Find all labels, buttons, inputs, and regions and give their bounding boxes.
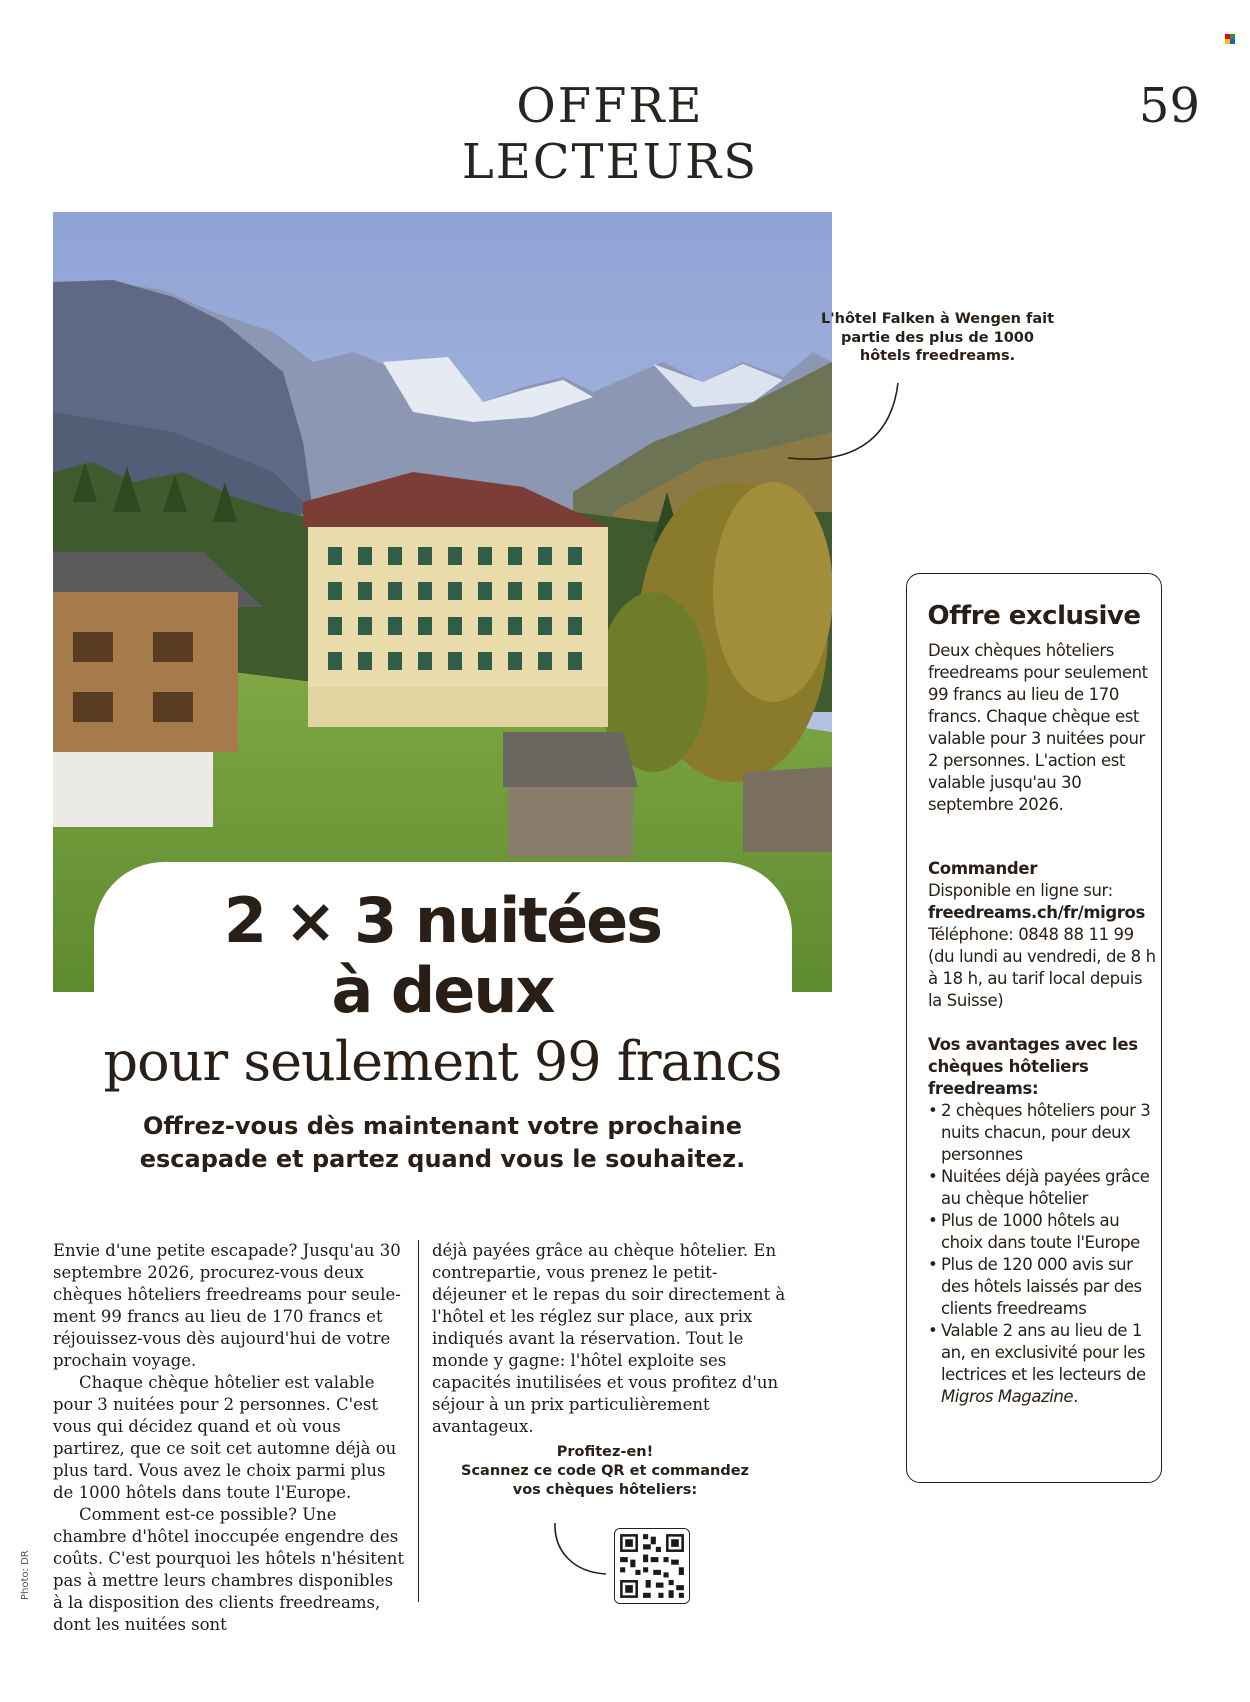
advantage-item [928,1320,1160,1408]
advantage-item: • 2 chèques hôteliers pour 3 nuits chacun, pour deux personnes [928,1100,1160,1166]
advantages-list [928,1100,1160,1408]
advantage-item: • Plus de 120 000 avis sur des hôtels laissés par des clients freedreams [928,1254,1160,1320]
advantages-heading: Vos avantages avec les chèques hôteliers freedreams: [928,1035,1138,1098]
article-paragraph: déjà payées grâce au chèque hôtelier. En contrepartie, vous prenez le petit-déjeuner et le repas du soir directement à l'hôtel et les réglez sur place, aux prix indiqués avant la réservation. Tout le monde y gagne: l'hôtel exploite ses capacités inutilisées et vous profitez d'un séjour à un prix particulièrement avantageux. [432,1241,786,1436]
caption-pointer-line [780,378,910,470]
magazine-name: Migros Magazine [941,1387,1074,1406]
article-column-2 [432,1240,787,1438]
photo-credit: Photo: DR [20,1550,31,1600]
qr-cta-line-2: Scannez ce code QR et commandez [461,1463,749,1479]
article-paragraph: Envie d'une petite escapade? Jusqu'au 30 septembre 2026, procurez-vous deux chèques hôteliers freedreams pour seulement 99 francs au lieu de 170 francs et réjouissez-vous dès aujourd'hui de votre prochain voyage. [53,1241,401,1370]
qr-cta-line-1: Profitez-en! [556,1444,654,1460]
headline-line-1: 2 × 3 nuitées [223,884,662,957]
advantage-text-end: . [1073,1387,1078,1406]
brand-mark-icon [1225,34,1235,44]
advantage-item: • Plus de 1000 hôtels au choix dans toute l'Europe [928,1210,1160,1254]
article-paragraph: Comment est-ce possible? Une chambre d'hôtel inoccupée engendre des coûts. C'est pourquoi les hôtels n'hésitent pas à mettre leurs chambres disponibles à la disposition des clients freedreams, dont les nuitées sont [53,1505,404,1634]
order-online-label: Disponible en ligne sur: [928,881,1113,900]
column-divider [418,1240,419,1602]
section-title: OFFRE LECTEURS [461,78,759,190]
qr-code-icon[interactable] [614,1528,690,1604]
article-paragraph: Chaque chèque hôtelier est valable pour 3 nuitées pour 2 personnes. C'est vous qui décidez quand et où vous partirez, que ce soit cet automne déjà ou plus tard. Vous avez le choix parmi plus de 1000 hôtels dans toute l'Europe. [53,1373,397,1502]
qr-call-to-action [455,1443,755,1500]
order-url-link[interactable]: freedreams.ch/fr/migros [928,903,1145,922]
order-hours: (du lundi au vendredi, de 8 h à 18 h, au tarif local depuis la Suisse) [928,947,1156,1010]
order-heading: Commander [928,859,1038,878]
headline-line-3: pour seulement 99 francs [103,1030,782,1093]
subheadline: Offrez-vous dès maintenant votre prochaine escapade et partez quand vous le souhaitez. [139,1112,746,1173]
qr-pointer-line [552,1520,608,1578]
advantage-item: • Nuitées déjà payées grâce au chèque hôtelier [928,1166,1160,1210]
offer-description: Deux chèques hôteliers freedreams pour seulement 99 francs au lieu de 170 francs. Chaque chèque est valable pour 3 nuitées pour 2 personnes. L'action est valable jusqu'au 30 septembre 2026. [928,641,1148,814]
photo-caption: L'hôtel Falken à Wengen fait partie des plus de 1000 hôtels freedreams. [820,311,1055,364]
headline-line-2: à deux [331,954,554,1027]
article-column-1 [53,1240,408,1636]
page-number: 59 [1138,78,1200,134]
order-details [928,880,1158,1012]
qr-cta-line-3: vos chèques hôteliers: [512,1482,698,1498]
order-phone: Téléphone: 0848 88 11 99 [928,925,1134,944]
offer-title: Offre exclusive [927,601,1141,631]
advantage-text: Valable 2 ans au lieu de 1 an, en exclusivité pour les lectrices et les lecteurs de [941,1321,1146,1384]
